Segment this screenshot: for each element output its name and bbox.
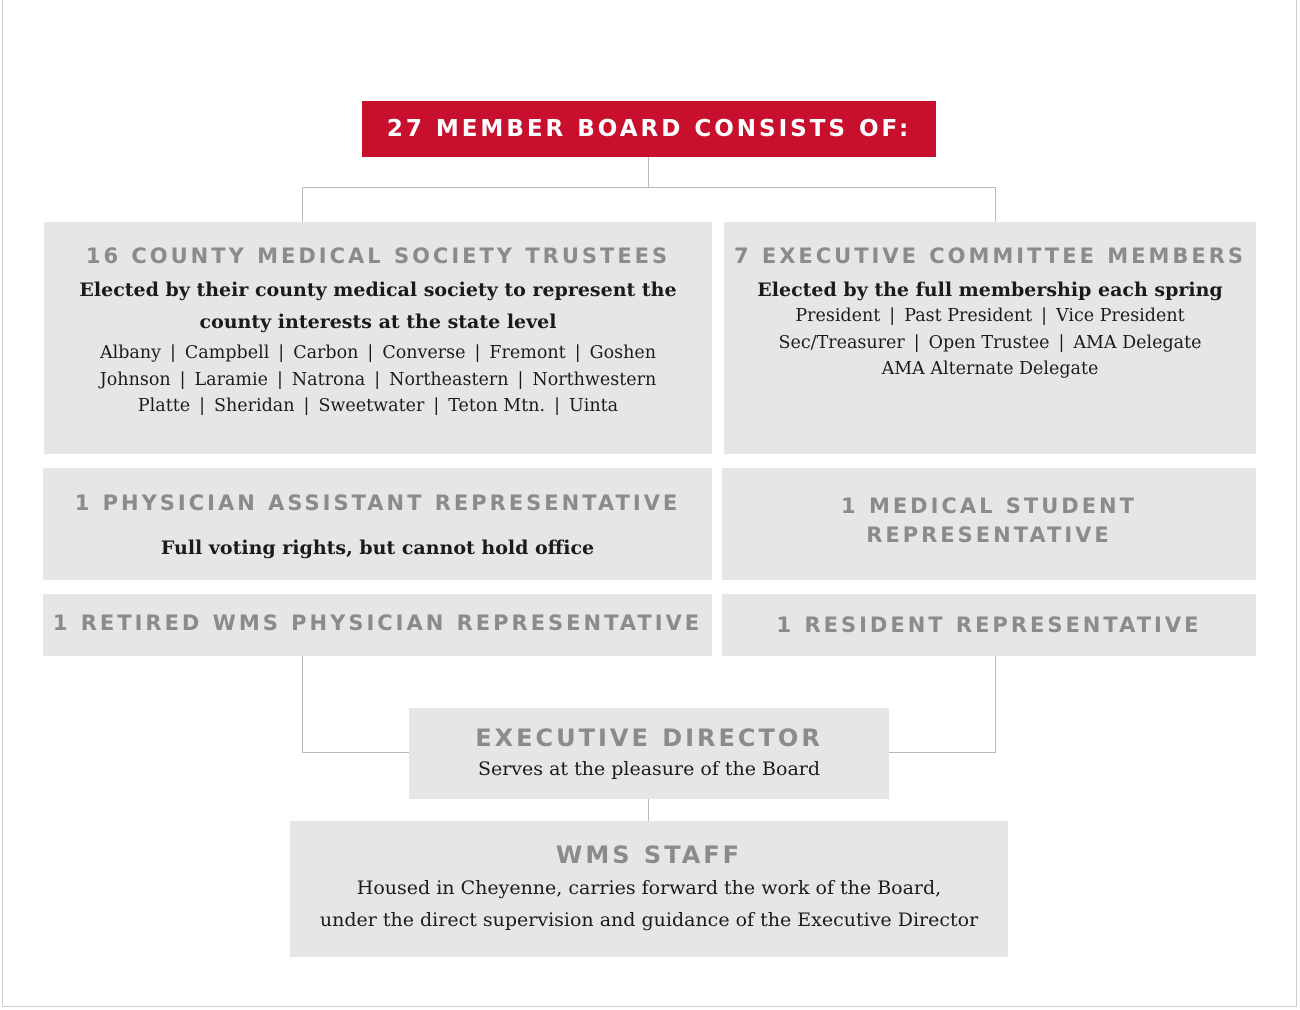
role-name: AMA Delegate [1073, 332, 1202, 353]
connector-title-stem [648, 157, 649, 188]
connector-left-drop [302, 187, 303, 222]
medical-student-heading-line1: 1 MEDICAL STUDENT [841, 494, 1137, 518]
separator: | [1041, 306, 1048, 326]
county-name: Platte [137, 396, 191, 416]
executive-roles-list [779, 303, 1202, 383]
executive-director-text: Serves at the pleasure of the Board [477, 758, 821, 780]
physician-assistant-heading: 1 PHYSICIAN ASSISTANT REPRESENTATIVE [74, 491, 681, 515]
separator: | [1058, 332, 1065, 353]
executive-committee-subtitle: Elected by the full membership each spring [757, 279, 1223, 301]
medical-student-heading-line2: REPRESENTATIVE [866, 523, 1112, 547]
county-name: Uinta [569, 396, 619, 416]
role-name: Open Trustee [928, 332, 1050, 353]
connector-right-drop [995, 187, 996, 222]
wms-staff-text-line1: Housed in Cheyenne, carries forward the work of the Board, [356, 877, 942, 899]
county-name: Campbell [184, 343, 270, 363]
county-name: Northeastern [389, 369, 509, 390]
retired-physician-heading: 1 RETIRED WMS PHYSICIAN REPRESENTATIVE [52, 610, 703, 635]
role-name: Past President [904, 306, 1033, 326]
separator: | [554, 396, 560, 416]
county-name: Johnson [99, 369, 171, 390]
county-row [100, 393, 657, 420]
county-name: Natrona [291, 369, 366, 390]
page-border-right [1296, 0, 1297, 1006]
separator: | [367, 343, 374, 363]
role-row [779, 356, 1202, 383]
connector-left-to-director [302, 752, 410, 753]
county-name: Northwestern [532, 369, 657, 390]
resident-box [722, 594, 1256, 656]
county-trustees-box [44, 222, 712, 454]
county-trustees-heading: 16 COUNTY MEDICAL SOCIETY TRUSTEES [85, 244, 671, 268]
separator: | [517, 369, 524, 390]
role-row [779, 330, 1202, 357]
connector-left-rise [302, 656, 303, 753]
wms-staff-heading: WMS STAFF [555, 841, 743, 869]
retired-physician-box [43, 594, 712, 656]
medical-student-box [722, 468, 1256, 580]
separator: | [179, 369, 186, 390]
county-name: Sweetwater [318, 396, 425, 416]
separator: | [889, 306, 896, 326]
separator: | [913, 332, 920, 353]
physician-assistant-box [43, 468, 712, 580]
executive-committee-heading: 7 EXECUTIVE COMMITTEE MEMBERS [733, 244, 1247, 268]
county-name: Converse [382, 343, 466, 363]
role-name: Vice President [1056, 306, 1185, 326]
separator: | [474, 343, 481, 363]
separator: | [278, 343, 285, 363]
separator: | [170, 343, 176, 363]
county-name: Laramie [194, 369, 268, 390]
separator: | [276, 369, 283, 390]
separator: | [433, 396, 440, 416]
county-trustees-subtitle-line2: county interests at the state level [199, 311, 557, 333]
connector-director-to-staff [648, 799, 649, 822]
county-name: Albany [99, 343, 162, 363]
physician-assistant-subtitle: Full voting rights, but cannot hold office [160, 537, 595, 559]
role-name: President [795, 306, 881, 326]
connector-top-horizontal [302, 187, 996, 188]
connector-right-to-director [888, 752, 996, 753]
executive-committee-box [724, 222, 1256, 454]
page-border-left [2, 0, 3, 1006]
separator: | [199, 396, 206, 416]
role-name: AMA Alternate Delegate [881, 359, 1099, 379]
executive-director-heading: EXECUTIVE DIRECTOR [475, 724, 823, 752]
executive-director-box [409, 708, 889, 799]
wms-staff-box [290, 821, 1008, 957]
county-name: Goshen [589, 343, 656, 363]
board-title: 27 MEMBER BOARD CONSISTS OF: [362, 101, 936, 157]
resident-heading: 1 RESIDENT REPRESENTATIVE [776, 612, 1202, 637]
county-name: Sheridan [214, 396, 295, 416]
separator: | [574, 343, 581, 363]
county-name: Carbon [293, 343, 359, 363]
separator: | [303, 396, 310, 416]
page-border-bottom [2, 1006, 1297, 1007]
county-row [100, 340, 657, 367]
county-name: Fremont [489, 343, 566, 363]
county-row [100, 367, 657, 394]
wms-staff-text-line2: under the direct supervision and guidance of the Executive Director [319, 909, 979, 931]
connector-right-rise [995, 656, 996, 753]
county-trustees-subtitle-line1: Elected by their county medical society to represent the [79, 279, 677, 301]
role-name: Sec/Treasurer [778, 332, 905, 353]
separator: | [374, 369, 381, 390]
role-row [779, 303, 1202, 330]
county-name: Teton Mtn. [448, 396, 546, 416]
county-list [100, 340, 657, 420]
